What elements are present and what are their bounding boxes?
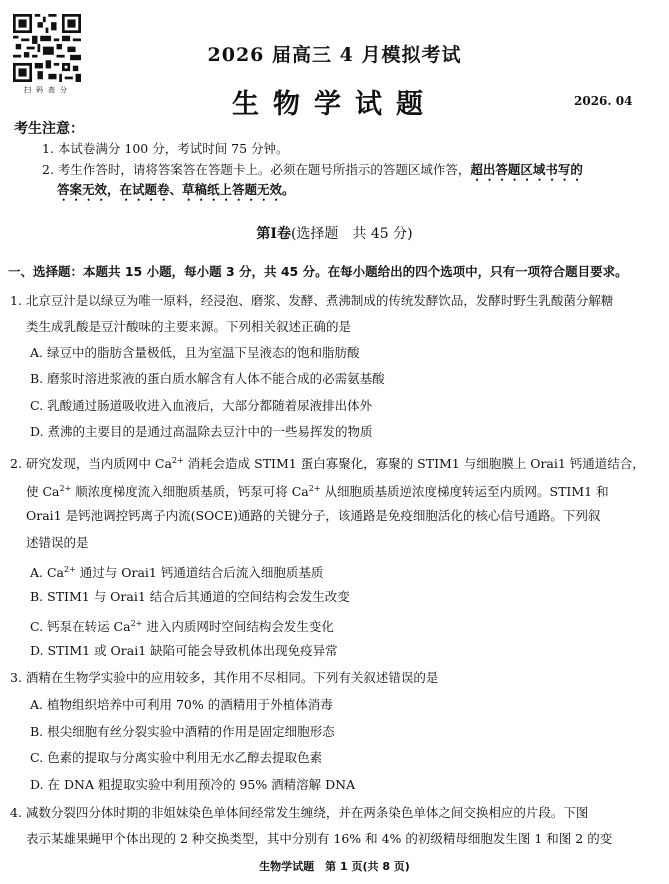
q2-c-part-2: 进入内质网时空间结构会发生变化: [142, 619, 334, 635]
q2-sup-2: 2+: [59, 484, 72, 493]
exam-date: 2026. 04: [574, 94, 633, 108]
q2-a-part-1: A. Ca: [30, 565, 64, 581]
q2-stem-line-2: [26, 480, 609, 500]
q3-stem: 3. 酒精在生物学实验中的应用较多，其作用不尽相同。下列有关叙述错误的是: [10, 670, 439, 685]
q2-stem-line-3: Orai1 是钙池调控钙离子内流(SOCE)通路的关键分子，该通路是免疫细胞活化的核心信号通路。下列叙: [26, 508, 601, 523]
q2-option-d: D. STIM1 或 Orai1 缺陷可能会导致机体出现免疫异常: [30, 643, 338, 658]
qr-caption: 扫码查分: [24, 86, 72, 94]
q2-l1-part-a: 2. 研究发现，当内质网中 Ca: [10, 456, 172, 472]
q1-option-b: B. 磨浆时溶进浆液的蛋白质水解含有人体不能合成的必需氨基酸: [30, 371, 385, 386]
volume-heading: [0, 223, 669, 243]
q1-option-d: D. 煮沸的主要目的是通过高温除去豆汁中的一些易挥发的物质: [30, 424, 373, 439]
notice-item-2-emphasis-2: 答案无效，在试题卷、草稿纸上答题无效。: [57, 182, 295, 197]
notice-heading: 考生注意：: [14, 121, 84, 137]
section-heading: 一、选择题：本题共 15 小题，每小题 3 分，共 45 分。在每小题给出的四个选项中，只有一项符合题目要求。: [8, 264, 628, 279]
q2-l2-part-a: 使 Ca: [26, 484, 60, 500]
q2-option-c: [30, 615, 334, 635]
q1-stem-line-1: 1. 北京豆汁是以绿豆为唯一原料，经浸泡、磨浆、发酵、煮沸制成的传统发酵饮品，发酵时野生乳酸菌分解糖: [10, 293, 614, 308]
q2-sup-3: 2+: [308, 484, 321, 493]
q2-l2-part-b: 顺浓度梯度流入细胞质基质，钙泵可将 Ca: [71, 484, 309, 500]
q3-option-d: D. 在 DNA 粗提取实验中利用预冷的 95% 酒精溶解 DNA: [30, 777, 356, 792]
exam-title: 2026 届高三 4 月模拟考试: [207, 44, 462, 66]
q2-l1-part-b: 消耗会造成 STIM1 蛋白寡聚化，寡聚的 STIM1 与细胞膜上 Orai1 钙通道结合，: [183, 456, 645, 472]
q2-option-a: [30, 561, 323, 581]
q2-a-part-2: 通过与 Orai1 钙通道结合后流入细胞质基质: [75, 565, 324, 581]
notice-item-2-text: 2. 考生作答时，请将答案答在答题卡上。必须在题号所指示的答题区域作答，: [42, 162, 471, 177]
subject-title: 生物学试题: [232, 89, 437, 120]
q2-stem-line-4: 述错误的是: [26, 535, 89, 550]
q1-stem-line-2: 类生成乳酸是豆汁酸味的主要来源。下列相关叙述正确的是: [26, 319, 352, 334]
q2-sup-1: 2+: [171, 456, 184, 465]
q3-option-a: A. 植物组织培养中可利用 70% 的酒精用于外植体消毒: [30, 697, 333, 712]
notice-item-2-emphasis: 超出答题区域书写的: [470, 162, 583, 177]
q4-stem-line-1: 4. 减数分裂四分体时期的非姐妹染色单体间经常发生缠绕，并在两条染色单体之间交换相应的片段。下图: [10, 805, 589, 820]
q1-option-a: A. 绿豆中的脂肪含量极低，且为室温下呈液态的饱和脂肪酸: [30, 345, 360, 360]
q2-sup-a: 2+: [64, 565, 76, 574]
q3-option-c: C. 色素的提取与分离实验中利用无水乙醇去提取色素: [30, 750, 323, 765]
page-footer: 生物学试题 第 1 页(共 8 页): [259, 860, 410, 873]
q4-stem-line-2: 表示某雄果蝇甲个体出现的 2 种交换类型，其中分别有 16% 和 4% 的初级精母细胞发生图 1 和图 2 的变: [26, 831, 613, 846]
notice-item-2-continued: [57, 181, 295, 204]
volume-subtitle: (选择题 共 45 分): [290, 226, 413, 242]
q3-option-b: B. 根尖细胞有丝分裂实验中酒精的作用是固定细胞形态: [30, 724, 335, 739]
notice-item-1: 1. 本试卷满分 100 分，考试时间 75 分钟。: [42, 141, 289, 156]
q2-stem-line-1: [10, 452, 645, 472]
q2-sup-c: 2+: [130, 619, 143, 628]
q1-option-c: C. 乳酸通过肠道吸收进入血液后，大部分都随着尿液排出体外: [30, 398, 373, 413]
q2-option-b: B. STIM1 与 Orai1 结合后其通道的空间结构会发生改变: [30, 589, 350, 604]
q2-c-part-1: C. 钙泵在转运 Ca: [30, 619, 131, 635]
volume-title: 第Ⅰ卷: [256, 226, 291, 242]
q2-l2-part-c: 从细胞质基质逆浓度梯度转运至内质网。STIM1 和: [320, 484, 609, 500]
